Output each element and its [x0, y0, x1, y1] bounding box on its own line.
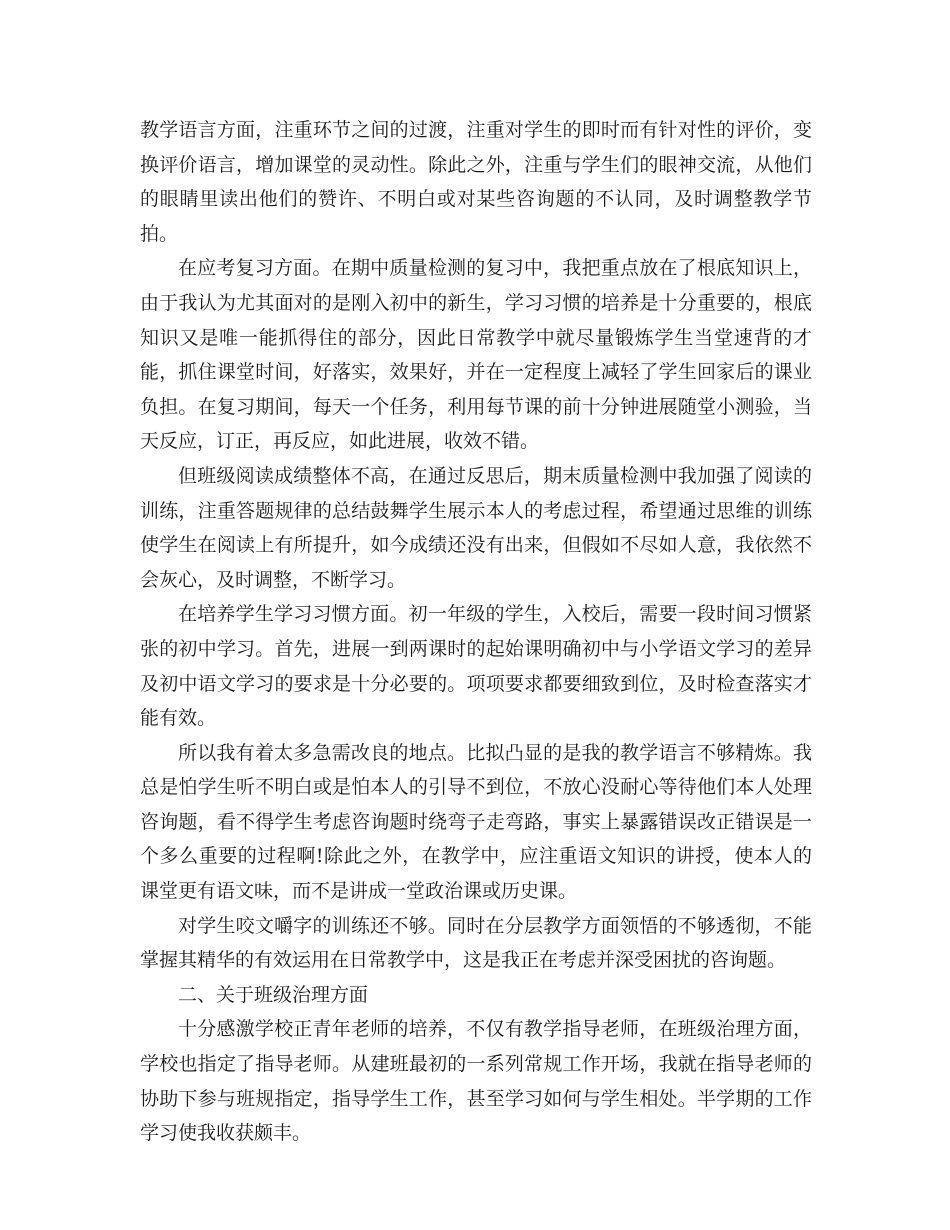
paragraph-6: 对学生咬文嚼字的训练还不够。同时在分层教学方面领悟的不够透彻，不能掌握其精华的有效运用在日常教学中，这是我正在考虑并深受困扰的咨询题。 [140, 914, 812, 972]
paragraph-5: 所以我有着太多急需改良的地点。比拟凸显的是我的教学语言不够精炼。我总是怕学生听不明白或是怕本人的引导不到位，不放心没耐心等待他们本人处理咨询题，看不得学生考虑咨询题时绕弯子走弯路，事实上暴露错误改正错误是一个多么重要的过程啊!除此之外，在教学中，应注重语文知识的讲授，使本人的课堂更有语文味，而不是讲成一堂政治课或历史课。 [140, 741, 812, 903]
section-heading: 二、关于班级治理方面 [178, 983, 369, 1006]
paragraph-3: 但班级阅读成绩整体不高，在通过反思后，期末质量检测中我加强了阅读的训练，注重答题规律的总结鼓舞学生展示本人的考虑过程，希望通过思维的训练使学生在阅读上有所提升，如今成绩还没有出来，但假如不尽如人意，我依然不会灰心，及时调整，不断学习。 [140, 464, 812, 591]
paragraph-1: 教学语言方面，注重环节之间的过渡，注重对学生的即时而有针对性的评价，变换评价语言，增加课堂的灵动性。除此之外，注重与学生们的眼神交流，从他们的眼睛里读出他们的赞许、不明白或对某些咨询题的不认同，及时调整教学节拍。 [140, 119, 812, 245]
paragraph-7: 十分感激学校正青年老师的培养，不仅有教学指导老师，在班级治理方面，学校也指定了指导老师。从建班最初的一系列常规工作开场，我就在指导老师的协助下参与班规指定，指导学生工作，甚至学习如何与学生相处。半学期的工作学习使我收获颇丰。 [140, 1018, 812, 1145]
document-body [140, 113, 812, 1151]
paragraph-4: 在培养学生学习习惯方面。初一年级的学生，入校后，需要一段时间习惯紧张的初中学习。首先，进展一到两课时的起始课明确初中与小学语文学习的差异及初中语文学习的要求是十分必要的。项项要求都要细致到位，及时检查落实才能有效。 [140, 603, 812, 730]
paragraph-2: 在应考复习方面。在期中质量检测的复习中，我把重点放在了根底知识上，由于我认为尤其面对的是刚入初中的新生，学习习惯的培养是十分重要的，根底知识又是唯一能抓得住的部分，因此日常教学中就尽量锻炼学生当堂速背的才能，抓住课堂时间，好落实，效果好，并在一定程度上减轻了学生回家后的课业负担。在复习期间，每天一个任务，利用每节课的前十分钟进展随堂小测验，当天反应，订正，再反应，如此进展，收效不错。 [140, 257, 812, 453]
